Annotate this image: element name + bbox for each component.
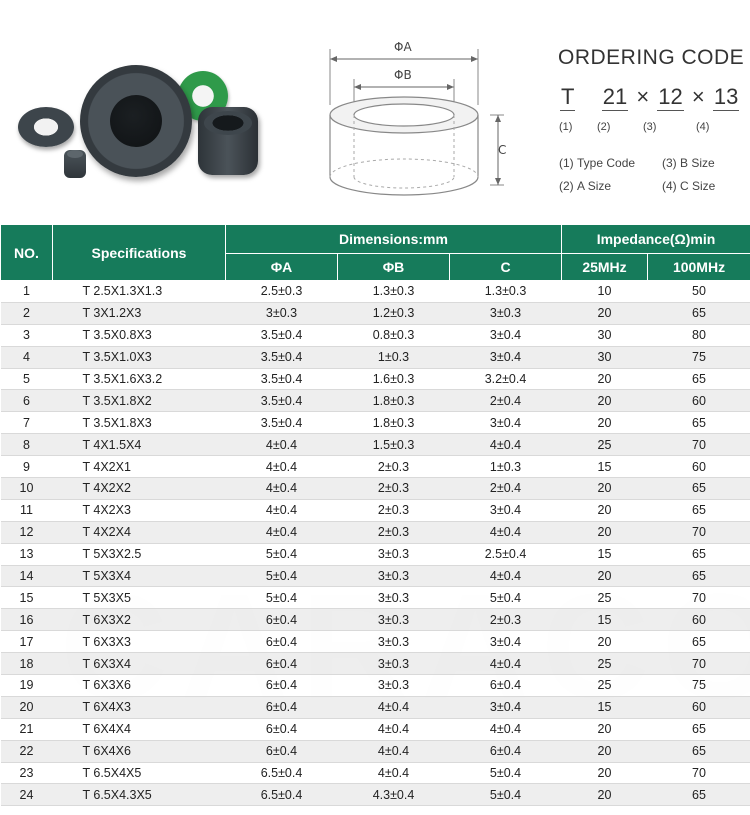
cell-phi-a: 3.5±0.4: [226, 412, 338, 434]
cell-no: 18: [1, 653, 53, 675]
cell-c: 3±0.4: [450, 499, 562, 521]
cell-phi-a: 6.5±0.4: [226, 784, 338, 806]
cell-100mhz: 80: [648, 324, 750, 346]
cell-phi-a: 6±0.4: [226, 675, 338, 697]
legend-item-b-size: (3) B Size: [662, 156, 715, 170]
cell-phi-b: 0.8±0.3: [338, 324, 450, 346]
cell-25mhz: 20: [562, 412, 648, 434]
cell-phi-b: 2±0.3: [338, 456, 450, 478]
cell-100mhz: 65: [648, 543, 750, 565]
cell-spec: T 6X4X6: [53, 740, 226, 762]
cell-100mhz: 65: [648, 631, 750, 653]
cell-25mhz: 25: [562, 675, 648, 697]
cell-spec: T 6X3X4: [53, 653, 226, 675]
cell-no: 13: [1, 543, 53, 565]
cell-no: 11: [1, 499, 53, 521]
code-index-4: (4): [696, 121, 710, 133]
cell-100mhz: 65: [648, 784, 750, 806]
table-row: [1, 565, 750, 587]
cell-no: 7: [1, 412, 53, 434]
header-c: C: [450, 254, 562, 281]
cell-no: 12: [1, 521, 53, 543]
header-25mhz: 25MHz: [562, 254, 648, 281]
cylindrical-core-image: [198, 107, 258, 175]
cell-c: 3±0.4: [450, 412, 562, 434]
cell-no: 2: [1, 302, 53, 324]
code-segment-a: 21: [602, 84, 628, 109]
table-row: [1, 390, 750, 412]
header-impedance: Impedance(Ω)min: [562, 225, 750, 254]
cell-c: 6±0.4: [450, 740, 562, 762]
cell-spec: T 4X2X4: [53, 521, 226, 543]
cell-phi-b: 1.8±0.3: [338, 412, 450, 434]
code-segment-b: 12: [658, 84, 683, 109]
table-row: [1, 543, 750, 565]
cell-25mhz: 20: [562, 740, 648, 762]
cell-no: 19: [1, 675, 53, 697]
cell-c: 3±0.4: [450, 346, 562, 368]
cell-phi-b: 1.3±0.3: [338, 281, 450, 303]
cell-no: 9: [1, 456, 53, 478]
cell-phi-a: 5±0.4: [226, 543, 338, 565]
cell-no: 16: [1, 609, 53, 631]
header-100mhz: 100MHz: [648, 254, 750, 281]
cell-phi-b: 2±0.3: [338, 499, 450, 521]
cell-spec: T 2.5X1.3X1.3: [53, 281, 226, 303]
cell-25mhz: 20: [562, 631, 648, 653]
tiny-core-image: [64, 150, 86, 178]
cell-phi-b: 1.6±0.3: [338, 368, 450, 390]
table-row: [1, 412, 750, 434]
cell-25mhz: 15: [562, 543, 648, 565]
cell-100mhz: 65: [648, 302, 750, 324]
code-separator: ×: [636, 84, 650, 109]
table-row: [1, 675, 750, 697]
cell-spec: T 5X3X5: [53, 587, 226, 609]
cell-phi-a: 4±0.4: [226, 499, 338, 521]
cell-25mhz: 20: [562, 762, 648, 784]
cell-phi-a: 3.5±0.4: [226, 346, 338, 368]
cell-phi-a: 3±0.3: [226, 302, 338, 324]
cell-100mhz: 65: [648, 565, 750, 587]
legend-item-c-size: (4) C Size: [662, 179, 716, 193]
small-toroid-core-image: [18, 107, 74, 147]
cell-no: 22: [1, 740, 53, 762]
cell-phi-a: 3.5±0.4: [226, 368, 338, 390]
code-index-1: (1): [559, 121, 573, 133]
cell-spec: T 3.5X1.6X3.2: [53, 368, 226, 390]
cell-c: 4±0.4: [450, 565, 562, 587]
table-row: [1, 499, 750, 521]
cell-spec: T 6X4X3: [53, 696, 226, 718]
cell-phi-b: 3±0.3: [338, 631, 450, 653]
table-row: [1, 653, 750, 675]
cell-phi-b: 3±0.3: [338, 565, 450, 587]
cell-phi-a: 6±0.4: [226, 696, 338, 718]
cell-phi-b: 1±0.3: [338, 346, 450, 368]
cell-c: 5±0.4: [450, 587, 562, 609]
cell-spec: T 3.5X0.8X3: [53, 324, 226, 346]
cell-phi-b: 2±0.3: [338, 478, 450, 500]
cell-25mhz: 20: [562, 784, 648, 806]
cell-100mhz: 65: [648, 718, 750, 740]
toroid-outline-drawing: [318, 35, 528, 205]
cell-no: 10: [1, 478, 53, 500]
table-row: [1, 521, 750, 543]
cell-phi-a: 5±0.4: [226, 587, 338, 609]
table-row: [1, 434, 750, 456]
code-index-2: (2): [597, 121, 611, 133]
cell-25mhz: 20: [562, 521, 648, 543]
cell-no: 15: [1, 587, 53, 609]
cell-c: 3±0.4: [450, 696, 562, 718]
cell-phi-a: 4±0.4: [226, 521, 338, 543]
cell-100mhz: 60: [648, 390, 750, 412]
cell-spec: T 3.5X1.0X3: [53, 346, 226, 368]
cell-no: 21: [1, 718, 53, 740]
cell-no: 24: [1, 784, 53, 806]
cell-c: 4±0.4: [450, 718, 562, 740]
code-segment-type: T: [561, 84, 575, 109]
cell-spec: T 4X2X1: [53, 456, 226, 478]
cell-no: 20: [1, 696, 53, 718]
cell-phi-b: 4±0.4: [338, 696, 450, 718]
cell-100mhz: 65: [648, 368, 750, 390]
cell-c: 3±0.3: [450, 302, 562, 324]
cell-no: 4: [1, 346, 53, 368]
cell-100mhz: 65: [648, 740, 750, 762]
cell-100mhz: 75: [648, 346, 750, 368]
cell-phi-a: 6±0.4: [226, 609, 338, 631]
cell-phi-b: 1.5±0.3: [338, 434, 450, 456]
cell-c: 3.2±0.4: [450, 368, 562, 390]
cell-100mhz: 70: [648, 653, 750, 675]
cell-25mhz: 15: [562, 609, 648, 631]
cell-no: 17: [1, 631, 53, 653]
cell-100mhz: 60: [648, 609, 750, 631]
cell-phi-b: 1.8±0.3: [338, 390, 450, 412]
cell-c: 2±0.4: [450, 390, 562, 412]
dimension-diagram: [318, 35, 528, 205]
cell-phi-b: 2±0.3: [338, 521, 450, 543]
table-row: [1, 784, 750, 806]
cell-spec: T 5X3X4: [53, 565, 226, 587]
cell-no: 6: [1, 390, 53, 412]
cell-phi-a: 4±0.4: [226, 456, 338, 478]
large-toroid-core-image: [80, 65, 192, 177]
cell-spec: T 3X1.2X3: [53, 302, 226, 324]
cell-c: 6±0.4: [450, 675, 562, 697]
cell-25mhz: 25: [562, 653, 648, 675]
cell-phi-b: 3±0.3: [338, 609, 450, 631]
cell-phi-a: 6±0.4: [226, 740, 338, 762]
cell-25mhz: 20: [562, 368, 648, 390]
cell-25mhz: 10: [562, 281, 648, 303]
cell-phi-b: 3±0.3: [338, 653, 450, 675]
cell-100mhz: 50: [648, 281, 750, 303]
cell-no: 5: [1, 368, 53, 390]
cell-c: 1±0.3: [450, 456, 562, 478]
cell-c: 3±0.4: [450, 324, 562, 346]
cell-25mhz: 30: [562, 346, 648, 368]
cell-phi-a: 4±0.4: [226, 478, 338, 500]
cell-no: 1: [1, 281, 53, 303]
cell-c: 2±0.4: [450, 478, 562, 500]
table-row: [1, 696, 750, 718]
table-row: [1, 740, 750, 762]
cell-spec: T 6X3X6: [53, 675, 226, 697]
cell-phi-a: 4±0.4: [226, 434, 338, 456]
cell-c: 3±0.4: [450, 631, 562, 653]
cell-c: 4±0.4: [450, 521, 562, 543]
cell-spec: T 6.5X4X5: [53, 762, 226, 784]
cell-spec: T 4X1.5X4: [53, 434, 226, 456]
cell-phi-b: 3±0.3: [338, 587, 450, 609]
cell-no: 14: [1, 565, 53, 587]
cell-spec: T 4X2X3: [53, 499, 226, 521]
cell-phi-a: 6.5±0.4: [226, 762, 338, 784]
table-row: [1, 587, 750, 609]
table-row: [1, 478, 750, 500]
cell-spec: T 3.5X1.8X3: [53, 412, 226, 434]
cell-100mhz: 65: [648, 412, 750, 434]
cell-phi-b: 3±0.3: [338, 675, 450, 697]
cell-25mhz: 20: [562, 499, 648, 521]
cell-spec: T 6.5X4.3X5: [53, 784, 226, 806]
cell-phi-a: 6±0.4: [226, 631, 338, 653]
cell-spec: T 4X2X2: [53, 478, 226, 500]
cell-100mhz: 70: [648, 521, 750, 543]
cell-phi-a: 5±0.4: [226, 565, 338, 587]
header-specifications: Specifications: [53, 225, 226, 281]
table-row: [1, 718, 750, 740]
cell-100mhz: 70: [648, 434, 750, 456]
cell-c: 2±0.3: [450, 609, 562, 631]
cell-spec: T 6X3X3: [53, 631, 226, 653]
header-phi-a: ΦA: [226, 254, 338, 281]
cell-phi-a: 3.5±0.4: [226, 324, 338, 346]
dimension-label-c: C: [498, 143, 507, 157]
code-separator: ×: [691, 84, 705, 109]
cell-c: 2.5±0.4: [450, 543, 562, 565]
table-row: [1, 281, 750, 303]
table-body: [1, 281, 750, 806]
product-photo: [8, 55, 278, 195]
table-row: [1, 631, 750, 653]
cell-spec: T 3.5X1.8X2: [53, 390, 226, 412]
ordering-code-title: ORDERING CODE: [558, 46, 745, 69]
table-row: [1, 762, 750, 784]
cell-25mhz: 25: [562, 434, 648, 456]
ordering-code-example: [560, 84, 739, 111]
cell-25mhz: 30: [562, 324, 648, 346]
cell-25mhz: 15: [562, 696, 648, 718]
table-row: [1, 346, 750, 368]
cell-no: 8: [1, 434, 53, 456]
table-row: [1, 456, 750, 478]
legend-item-a-size: (2) A Size: [559, 179, 612, 193]
table-row: [1, 302, 750, 324]
cell-25mhz: 20: [562, 565, 648, 587]
cell-c: 5±0.4: [450, 784, 562, 806]
cell-25mhz: 20: [562, 390, 648, 412]
header-section: [0, 0, 750, 222]
cell-phi-a: 2.5±0.3: [226, 281, 338, 303]
cell-c: 1.3±0.3: [450, 281, 562, 303]
table-row: [1, 368, 750, 390]
cell-phi-b: 4±0.4: [338, 740, 450, 762]
cell-c: 5±0.4: [450, 762, 562, 784]
cell-100mhz: 60: [648, 456, 750, 478]
cell-25mhz: 20: [562, 478, 648, 500]
cell-no: 3: [1, 324, 53, 346]
header-dimensions: Dimensions:mm: [226, 225, 562, 254]
cell-100mhz: 75: [648, 675, 750, 697]
code-segment-c: 13: [713, 84, 739, 109]
header-no: NO.: [1, 225, 53, 281]
table-row: [1, 609, 750, 631]
code-index-3: (3): [643, 121, 657, 133]
cell-phi-a: 6±0.4: [226, 653, 338, 675]
cell-phi-b: 4±0.4: [338, 718, 450, 740]
cell-25mhz: 20: [562, 718, 648, 740]
cell-phi-a: 3.5±0.4: [226, 390, 338, 412]
cell-c: 4±0.4: [450, 653, 562, 675]
specifications-table: [0, 224, 750, 806]
dimension-label-a: ΦA: [394, 40, 412, 54]
cell-spec: T 6X3X2: [53, 609, 226, 631]
cell-c: 4±0.4: [450, 434, 562, 456]
cell-100mhz: 65: [648, 478, 750, 500]
legend-item-type-code: (1) Type Code: [559, 156, 636, 170]
cell-phi-b: 4±0.4: [338, 762, 450, 784]
table-row: [1, 324, 750, 346]
cell-100mhz: 60: [648, 696, 750, 718]
cell-spec: T 6X4X4: [53, 718, 226, 740]
cell-100mhz: 70: [648, 762, 750, 784]
dimension-label-b: ΦB: [394, 68, 412, 82]
cell-100mhz: 70: [648, 587, 750, 609]
cell-phi-a: 6±0.4: [226, 718, 338, 740]
cell-phi-b: 3±0.3: [338, 543, 450, 565]
header-phi-b: ΦB: [338, 254, 450, 281]
cell-25mhz: 15: [562, 456, 648, 478]
cell-25mhz: 20: [562, 302, 648, 324]
cell-25mhz: 25: [562, 587, 648, 609]
cell-spec: T 5X3X2.5: [53, 543, 226, 565]
cell-no: 23: [1, 762, 53, 784]
cell-phi-b: 1.2±0.3: [338, 302, 450, 324]
cell-phi-b: 4.3±0.4: [338, 784, 450, 806]
cell-100mhz: 65: [648, 499, 750, 521]
